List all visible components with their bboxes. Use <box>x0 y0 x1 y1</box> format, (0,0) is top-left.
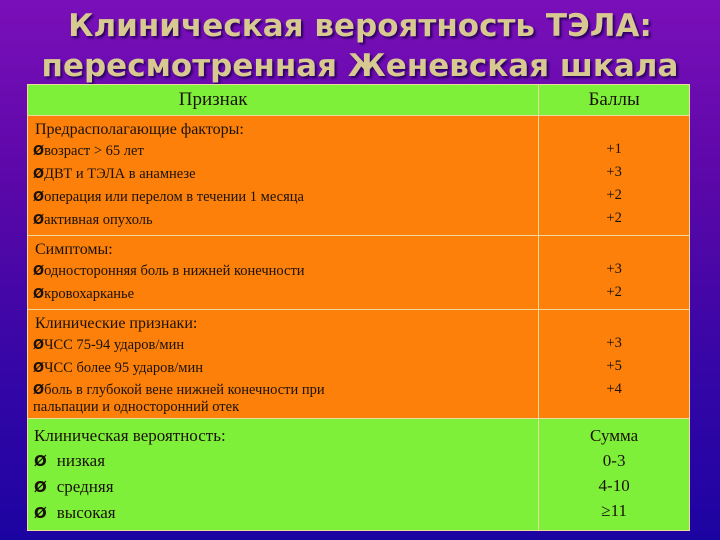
arrow-bullet-icon: Ø <box>34 478 47 496</box>
arrow-bullet-icon: Ø <box>34 504 47 522</box>
arrow-bullet-icon: Ø <box>33 383 45 398</box>
list-item: Øвозраст > 65 лет <box>33 143 144 159</box>
list-item: Øкровохарканье <box>33 286 135 302</box>
list-item: ØЧСС 75-94 ударов/мин <box>33 337 185 353</box>
list-item: Øболь в глубокой вене нижней конечности при пальпации и односторонний отек <box>33 382 325 415</box>
section-clinical-signs <box>28 310 539 419</box>
section-heading: Симптомы: <box>35 241 113 258</box>
list-item: Øодносторонняя боль в нижней конечности <box>33 263 305 279</box>
title-line-1: Клиническая вероятность ТЭЛА: <box>68 8 652 44</box>
points-value: +2 <box>606 284 622 300</box>
list-item: Øактивная опухоль <box>33 212 153 228</box>
arrow-bullet-icon: Ø <box>33 167 45 182</box>
points-value: +2 <box>606 187 622 203</box>
table-row <box>28 116 690 236</box>
arrow-bullet-icon: Ø <box>33 338 45 353</box>
points-value: +3 <box>606 261 622 277</box>
section-predisposing <box>28 116 539 236</box>
header-feature: Признак <box>28 85 539 116</box>
arrow-bullet-icon: Ø <box>34 452 47 470</box>
sum-range: 4-10 <box>598 476 630 495</box>
list-item: Øоперация или перелом в течении 1 месяца <box>33 189 304 205</box>
sum-range: 0-3 <box>602 451 626 470</box>
arrow-bullet-icon: Ø <box>33 190 45 205</box>
arrow-bullet-icon: Ø <box>33 144 45 159</box>
arrow-bullet-icon: Ø <box>33 361 45 376</box>
points-cell <box>539 310 690 419</box>
probability-cell <box>28 419 539 531</box>
sum-cell <box>539 419 690 531</box>
points-value: +3 <box>606 335 622 351</box>
list-item: Ø низкая <box>34 451 106 470</box>
summary-row <box>28 419 690 531</box>
points-cell <box>539 236 690 310</box>
list-item: Ø высокая <box>34 503 116 522</box>
sum-label: Сумма <box>590 426 639 445</box>
arrow-bullet-icon: Ø <box>33 213 45 228</box>
title-line-2: пересмотренная Женевская шкала <box>41 48 679 84</box>
list-item: ØДВТ и ТЭЛА в анамнезе <box>33 166 196 182</box>
table-row <box>28 236 690 310</box>
arrow-bullet-icon: Ø <box>33 287 45 302</box>
arrow-bullet-icon: Ø <box>33 264 45 279</box>
slide-title <box>0 6 720 86</box>
points-value: +4 <box>606 381 622 397</box>
geneva-score-table <box>27 84 690 531</box>
points-cell <box>539 116 690 236</box>
table-row <box>28 310 690 419</box>
sum-range: ≥11 <box>601 501 627 520</box>
probability-heading: Клиническая вероятность: <box>34 426 226 445</box>
points-value: +5 <box>606 358 622 374</box>
section-symptoms <box>28 236 539 310</box>
points-value: +2 <box>606 210 622 226</box>
table-header-row <box>28 85 690 116</box>
header-points: Баллы <box>539 85 690 116</box>
list-item: ØЧСС более 95 ударов/мин <box>33 360 203 376</box>
list-item: Ø средняя <box>34 477 114 496</box>
section-heading: Клинические признаки: <box>35 315 198 332</box>
section-heading: Предрасполагающие факторы: <box>35 121 244 138</box>
points-value: +1 <box>606 141 622 157</box>
points-value: +3 <box>606 164 622 180</box>
